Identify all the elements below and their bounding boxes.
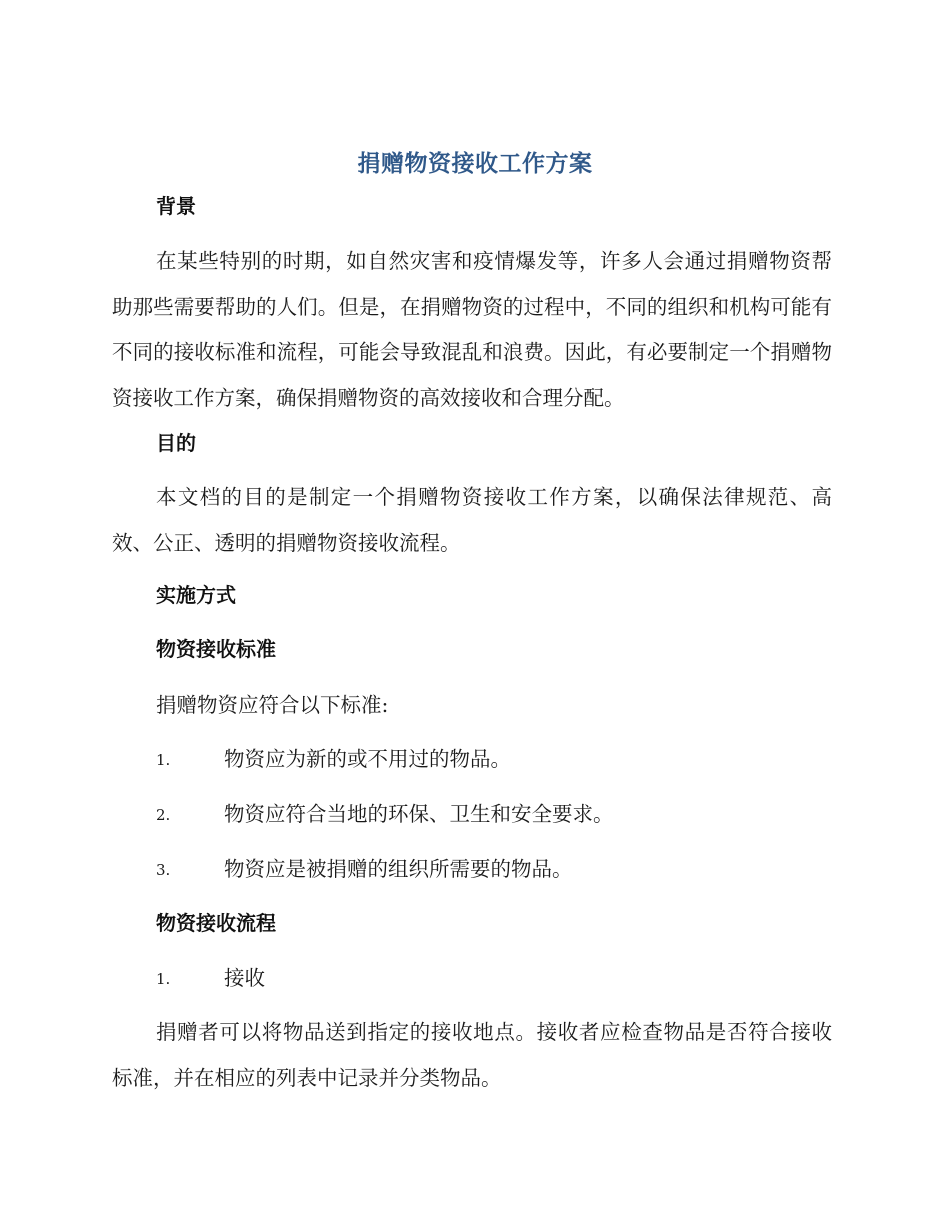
standards-intro: 捐赠物资应符合以下标准:	[156, 693, 389, 717]
list-item-number: 1.	[156, 970, 171, 988]
list-item-text: 物资应为新的或不用过的物品。	[224, 747, 511, 771]
document-title: 捐赠物资接收工作方案	[357, 151, 593, 177]
paragraph-process: 捐赠者可以将物品送到指定的接收地点。接收者应检查物品是否符合接收标准，并在相应的列表中记录并分类物品。	[112, 1020, 832, 1090]
paragraph-background: 在某些特别的时期，如自然灾害和疫情爆发等，许多人会通过捐赠物资帮助那些需要帮助的人们。但是，在捐赠物资的过程中，不同的组织和机构可能有不同的接收标准和流程，可能会导致混乱和浪费。因此，有必要制定一个捐赠物资接收工作方案，确保捐赠物资的高效接收和合理分配。	[112, 249, 832, 410]
list-item-text: 物资应是被捐赠的组织所需要的物品。	[224, 857, 573, 881]
list-item-text: 物资应符合当地的环保、卫生和安全要求。	[224, 802, 614, 826]
list-item-text: 接收	[224, 966, 265, 990]
list-item-number: 3.	[156, 861, 171, 879]
heading-process: 物资接收流程	[156, 911, 276, 935]
paragraph-purpose: 本文档的目的是制定一个捐赠物资接收工作方案，以确保法律规范、高效、公正、透明的捐赠物资接收流程。	[112, 485, 832, 555]
list-item-number: 1.	[156, 751, 171, 769]
heading-standards: 物资接收标准	[156, 637, 276, 661]
heading-implementation: 实施方式	[156, 583, 236, 607]
list-item-number: 2.	[156, 806, 171, 824]
heading-background: 背景	[156, 194, 196, 218]
heading-purpose: 目的	[156, 431, 196, 455]
